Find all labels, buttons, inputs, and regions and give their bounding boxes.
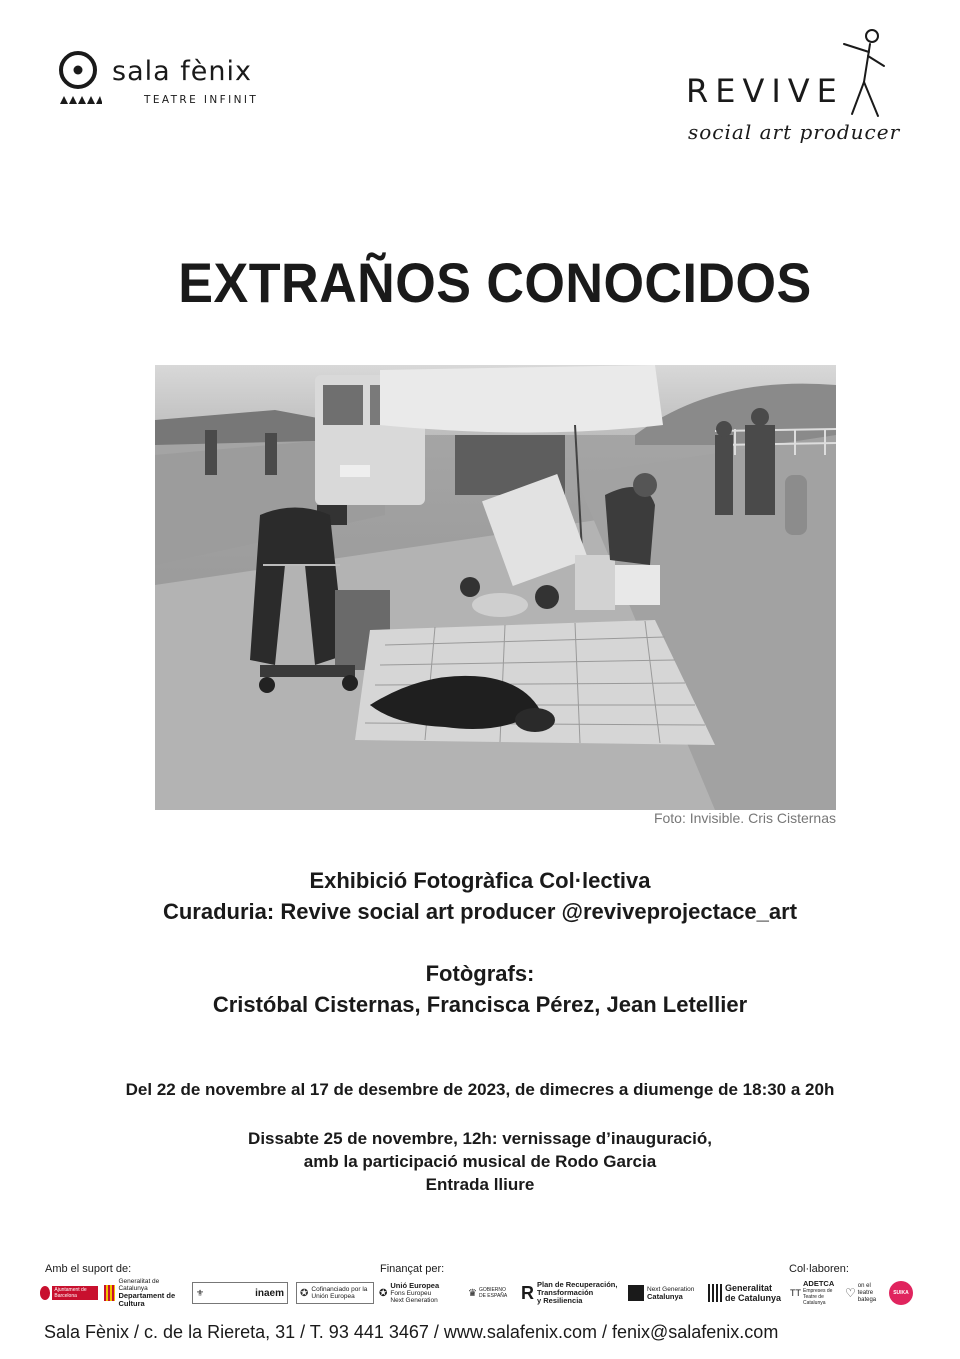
support-label: Amb el suport de: bbox=[45, 1263, 132, 1275]
funded-label: Finançat per: bbox=[380, 1263, 445, 1275]
recovery-r-icon: R bbox=[521, 1282, 534, 1303]
barcelona-shield-icon bbox=[40, 1286, 50, 1300]
barcelona-logo: Ajuntament de Barcelona bbox=[40, 1281, 98, 1305]
photographers-names: Cristóbal Cisternas, Francisca Pérez, Jean Letellier bbox=[212, 992, 748, 1017]
exhibition-dates: Del 22 de novembre al 17 de desembre de 2023, de dimecres a diumenge de 18:30 a 20h bbox=[125, 1080, 835, 1099]
opening-music-line: amb la participació musical de Rodo Garcia bbox=[303, 1152, 657, 1171]
inaem-logo: ⚜ inaem bbox=[192, 1281, 288, 1305]
generalitat-cultura-logo: Generalitat de Catalunya Departament de Cultura bbox=[104, 1281, 188, 1305]
photographers-label: Fotògrafs: bbox=[425, 961, 535, 986]
spain-coat-icon: ⚜ bbox=[196, 1287, 205, 1298]
adetca-logo: TT ADETCA Empreses de Teatre de Catalunya bbox=[790, 1278, 835, 1306]
sala-fenix-logo bbox=[56, 50, 296, 112]
teatre-batega-logo: ♡ on el teatre batega bbox=[845, 1282, 877, 1303]
gobierno-logo: ♛ GOBIERNO DE ESPAÑA bbox=[468, 1287, 508, 1299]
collab-label: Col·laboren: bbox=[789, 1263, 849, 1275]
curation-line: Curaduria: Revive social art producer @reviveprojectace_art bbox=[162, 899, 798, 924]
sala-fenix-mark-icon bbox=[56, 50, 102, 106]
suika-logo: SUIKA bbox=[889, 1281, 915, 1305]
ngc-square-icon bbox=[628, 1285, 644, 1301]
free-entry: Entrada lliure bbox=[425, 1175, 535, 1194]
exhibition-type: Exhibició Fotogràfica Col·lectiva bbox=[309, 868, 651, 893]
generalitat-logo: Generalitat de Catalunya bbox=[708, 1281, 788, 1305]
next-generation-catalunya-logo: Next Generation Catalunya bbox=[628, 1281, 702, 1305]
spain-crown-icon: ♛ bbox=[468, 1287, 477, 1299]
opening-line: Dissabte 25 de novembre, 12h: vernissage d’inauguració, bbox=[248, 1129, 712, 1148]
senyera-icon bbox=[104, 1285, 115, 1301]
heart-icon: ♡ bbox=[845, 1285, 856, 1300]
sala-fenix-name: sala fènix bbox=[112, 56, 252, 87]
exhibition-photo bbox=[155, 365, 836, 810]
footer-contact: Sala Fènix / c. de la Riereta, 31 / T. 93 441 3467 / www.salafenix.com / fenix@salafenix.com bbox=[44, 1322, 779, 1342]
revive-figure-icon bbox=[842, 26, 890, 122]
revive-name: REVIVE bbox=[686, 72, 844, 110]
eu-flag-icon: ✪ bbox=[379, 1287, 388, 1299]
recovery-plan-logo: R Plan de Recuperación, Transformación y Resiliencia bbox=[521, 1280, 618, 1305]
adetca-t-icon: TT bbox=[790, 1287, 801, 1298]
revive-subtitle: social art producer bbox=[688, 120, 901, 144]
generalitat-icon bbox=[708, 1284, 722, 1302]
photo-credit: Foto: Invisible. Cris Cisternas bbox=[653, 810, 836, 826]
eu-cofinanced-logo: ✪ Cofinanciado por la Unión Europea bbox=[296, 1281, 374, 1305]
revive-logo bbox=[684, 26, 914, 156]
eu-next-generation-logo: ✪ Unió Europea Fons Europeu Next Generation bbox=[379, 1281, 440, 1304]
eu-stars-icon: ✪ bbox=[300, 1287, 309, 1299]
sala-fenix-subtitle: TEATRE INFINIT bbox=[144, 94, 259, 106]
exhibition-title: EXTRAÑOS CONOCIDOS bbox=[178, 251, 812, 314]
